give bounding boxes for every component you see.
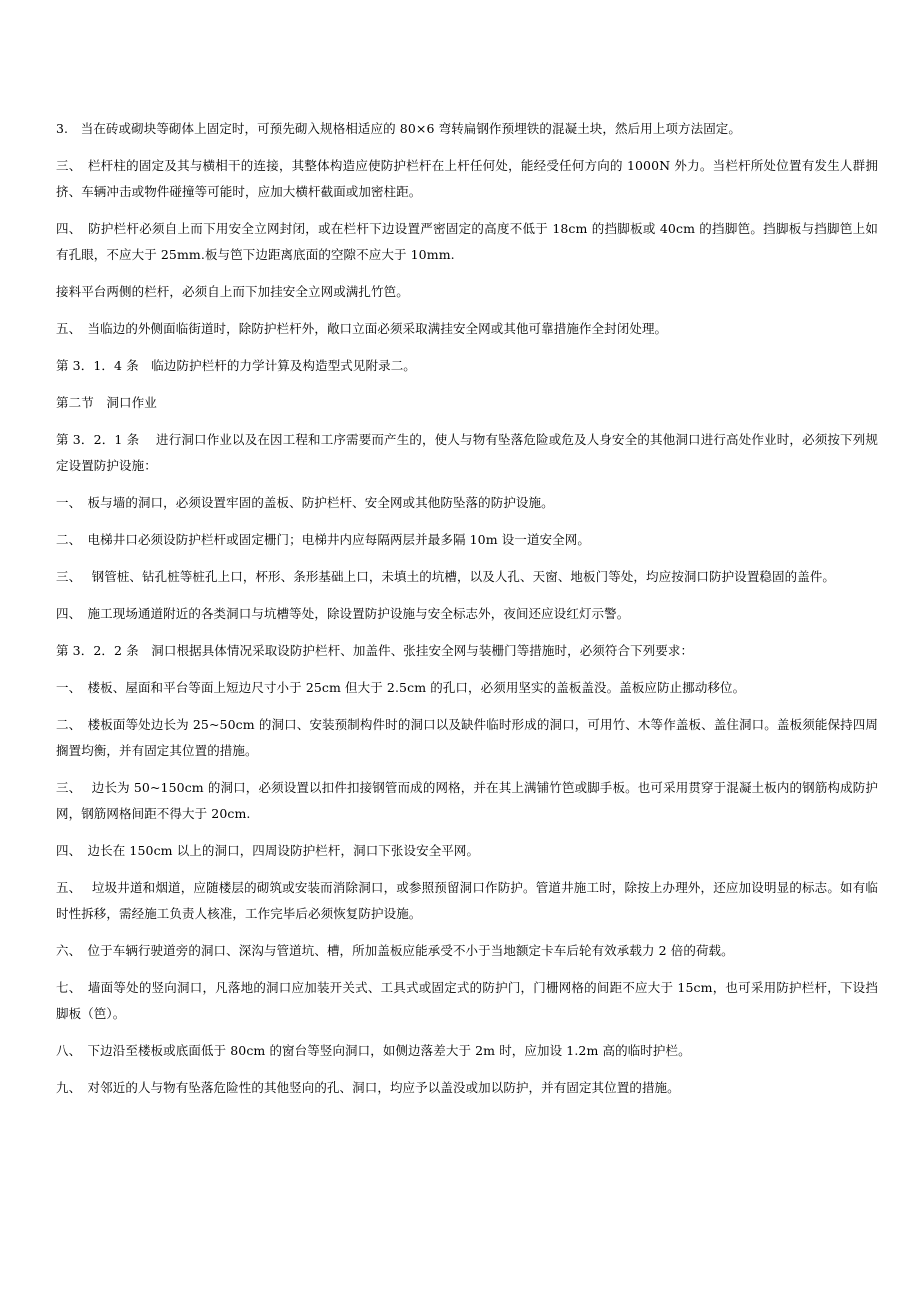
paragraph-railing-enclosure: 四、 防护栏杆必须自上而下用安全立网封闭，或在栏杆下边设置严密固定的高度不低于 18cm 的挡脚板或 40cm 的挡脚笆。挡脚板与挡脚笆上如有孔眼，不应大于 25mm.板与笆下边距离底面的空隙不应大于 10mm. [56,221,878,262]
paragraph-article-3-2-2: 第 3．2．2 条 洞口根据具体情况采取设防护栏杆、加盖件、张挂安全网与装栅门等措施时，必须符合下列要求： [56,643,694,658]
paragraph-article-3-1-4: 第 3．1．4 条 临边防护栏杆的力学计算及构造型式见附录二。 [56,358,416,373]
paragraph-street-side: 五、 当临边的外侧面临街道时，除防护栏杆外，敞口立面必须采取满挂安全网或其他可靠措施作全封闭处理。 [56,321,668,336]
paragraph-large-openings: 三、 边长为 50~150cm 的洞口，必须设置以扣件扣接钢管而成的网格，并在其上满铺竹笆或脚手板。也可采用贯穿于混凝土板内的钢筋构成防护网，钢筋网格间距不得大于 20cm. [56,780,878,821]
paragraph-fixing-masonry: 3. 当在砖或砌块等砌体上固定时，可预先砌入规格相适应的 80×6 弯转扁钢作预埋铁的混凝土块，然后用上项方法固定。 [56,121,742,136]
paragraph-slab-wall-openings: 一、 板与墙的洞口，必须设置牢固的盖板、防护栏杆、安全网或其他防坠落的防护设施。 [56,495,554,510]
paragraph-medium-openings: 二、 楼板面等处边长为 25~50cm 的洞口、安装预制构件时的洞口以及缺件临时形成的洞口，可用竹、木等作盖板、盖住洞口。盖板须能保持四周搁置均衡，并有固定其位置的措施。 [56,717,878,758]
paragraph-roadside-openings: 六、 位于车辆行驶道旁的洞口、深沟与管道坑、槽，所加盖板应能承受不小于当地额定卡车后轮有效承载力 2 倍的荷载。 [56,943,734,958]
paragraph-garbage-chutes: 五、 垃圾井道和烟道，应随楼层的砌筑或安装而消除洞口，或参照预留洞口作防护。管道井施工时，除按上办理外，还应加设明显的标志。如有临时性拆移，需经施工负责人核准，工作完毕后必须恢复防护设施。 [56,880,878,921]
paragraph-other-vertical-openings: 九、 对邻近的人与物有坠落危险性的其他竖向的孔、洞口，均应予以盖没或加以防护，并有固定其位置的措施。 [56,1080,680,1095]
paragraph-railing-post-fixing: 三、 栏杆柱的固定及其与横相干的连接，其整体构造应使防护栏杆在上杆任何处，能经受任何方向的 1000N 外力。当栏杆所处位置有发生人群拥挤、车辆冲击或物件碰撞等可能时，应加大横杆截面或加密柱距。 [56,158,878,199]
section-heading-opening-work: 第二节 洞口作业 [56,395,157,410]
paragraph-elevator-shaft: 二、 电梯井口必须设防护栏杆或固定栅门；电梯井内应每隔两层并最多隔 10m 设一道安全网。 [56,532,590,547]
paragraph-very-large-openings: 四、 边长在 150cm 以上的洞口，四周设防护栏杆，洞口下张设安全平网。 [56,843,480,858]
paragraph-small-holes: 一、 楼板、屋面和平台等面上短边尺寸小于 25cm 但大于 2.5cm 的孔口，必须用坚实的盖板盖没。盖板应防止挪动移位。 [56,680,746,695]
paragraph-low-window-sills: 八、 下边沿至楼板或底面低于 80cm 的窗台等竖向洞口，如侧边落差大于 2m 时，应加设 1.2m 高的临时护栏。 [56,1043,691,1058]
document-body [56,116,878,1112]
paragraph-article-3-2-1: 第 3．2．1 条 进行洞口作业以及在因工程和工序需要而产生的，使人与物有坠落危险或危及人身安全的其他洞口进行高处作业时，必须按下列规定设置防护设施： [56,432,878,473]
paragraph-vertical-wall-openings: 七、 墙面等处的竖向洞口，凡落地的洞口应加装开关式、工具式或固定式的防护门，门栅网格的间距不应大于 15cm，也可采用防护栏杆，下设挡脚板（笆）。 [56,980,878,1021]
paragraph-site-passages: 四、 施工现场通道附近的各类洞口与坑槽等处，除设置防护设施与安全标志外，夜间还应设红灯示警。 [56,606,630,621]
paragraph-pile-holes: 三、 钢管桩、钻孔桩等桩孔上口，杯形、条形基础上口，未填土的坑槽，以及人孔、天窗、地板门等处，均应按洞口防护设置稳固的盖件。 [56,569,836,584]
paragraph-loading-platform: 接料平台两侧的栏杆，必须自上而下加挂安全立网或满扎竹笆。 [56,284,409,299]
